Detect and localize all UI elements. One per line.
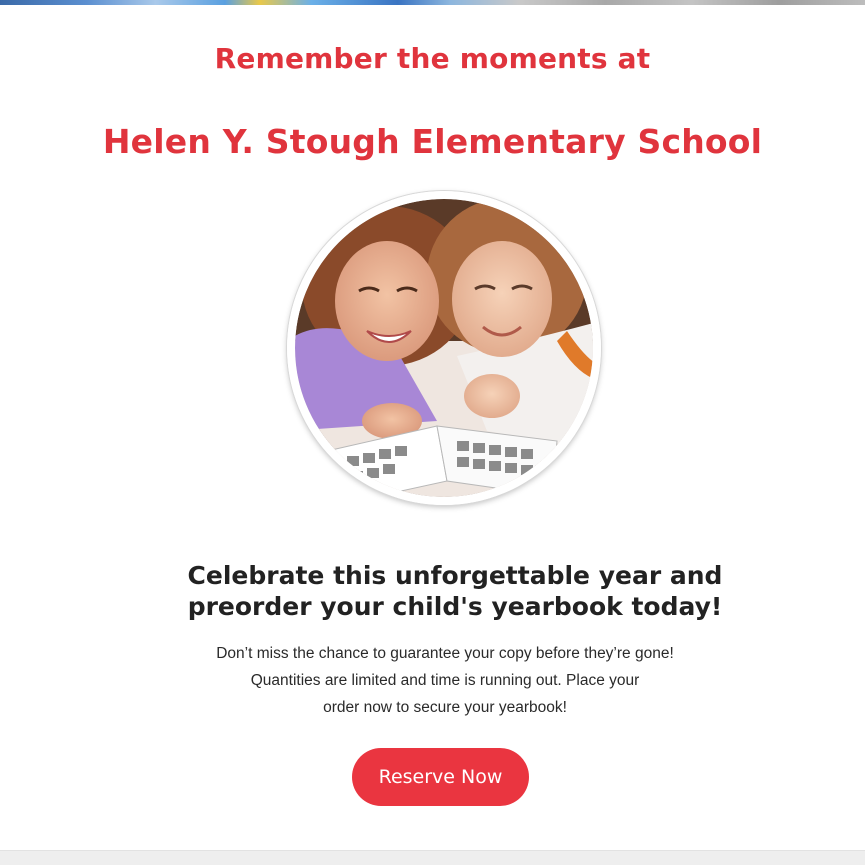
headline-intro: Remember the moments at	[214, 42, 651, 75]
promo-heading-line-2: preorder your child's yearbook today!	[187, 592, 723, 621]
promo-heading-line-1: Celebrate this unforgettable year and	[187, 561, 723, 590]
reserve-now-button[interactable]: Reserve Now	[352, 748, 529, 806]
promo-body-line-3: order now to secure your yearbook!	[323, 699, 567, 716]
yearbook-photo	[287, 191, 601, 505]
promo-body	[0, 640, 865, 721]
yearbook-readers-illustration	[287, 191, 601, 505]
footer-strip	[0, 850, 865, 865]
promo-body-line-1: Don’t miss the chance to guarantee your copy before they’re gone!	[216, 645, 674, 662]
promo-heading	[0, 560, 865, 622]
promo-body-line-2: Quantities are limited and time is running out. Place your	[250, 672, 640, 689]
school-name: Helen Y. Stough Elementary School	[102, 122, 763, 161]
top-banner-strip	[0, 0, 865, 5]
